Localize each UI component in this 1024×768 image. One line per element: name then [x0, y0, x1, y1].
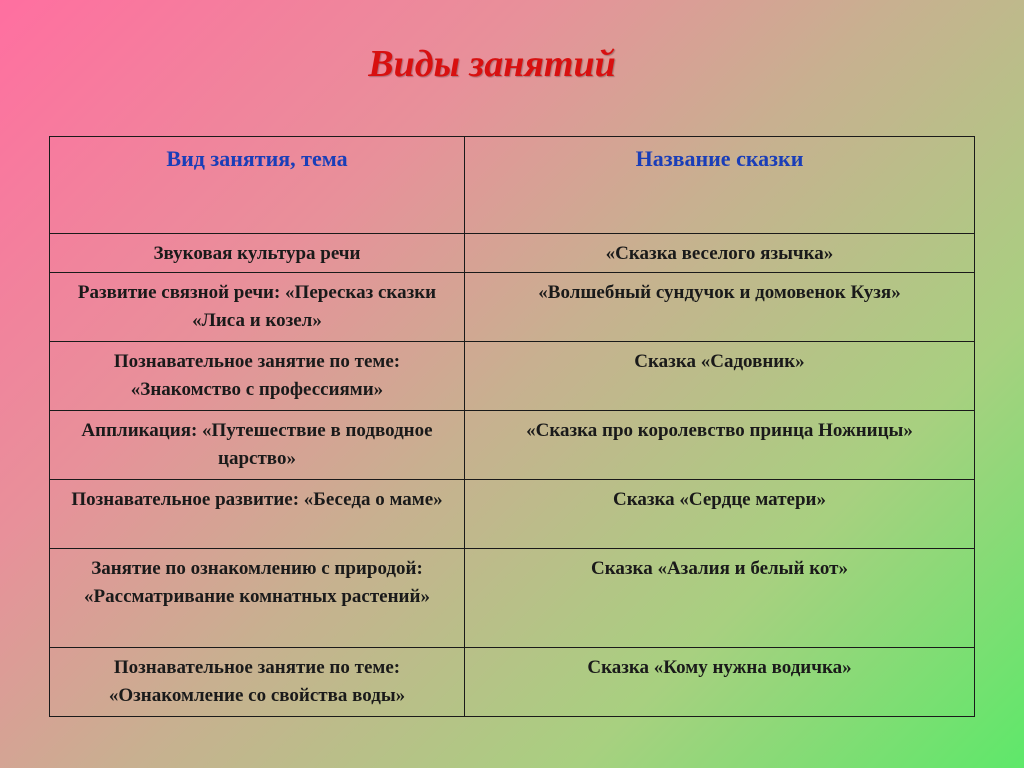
slide-title: Виды занятий: [368, 43, 616, 85]
lesson-type-cell: Познавательное занятие по теме: «Ознакомление со свойства воды»: [50, 648, 465, 717]
lesson-type-cell: Развитие связной речи: «Пересказ сказки «Лиса и козел»: [50, 273, 465, 342]
fairytale-cell: Сказка «Кому нужна водичка»: [465, 648, 975, 717]
table-row: [50, 273, 975, 342]
lesson-type-cell: Занятие по ознакомлению с природой: «Рассматривание комнатных растений»: [50, 549, 465, 648]
table-row: [50, 234, 975, 273]
fairytale-cell: Сказка «Сердце матери»: [465, 480, 975, 549]
table-row: [50, 648, 975, 717]
table-row: [50, 549, 975, 648]
lesson-type-cell: Познавательное занятие по теме: «Знакомство с профессиями»: [50, 342, 465, 411]
fairytale-cell: Сказка «Азалия и белый кот»: [465, 549, 975, 648]
header-fairytale-name: Название сказки: [465, 137, 975, 234]
fairytale-cell: «Сказка веселого язычка»: [465, 234, 975, 273]
lessons-table: [49, 136, 975, 717]
lesson-type-cell: Познавательное развитие: «Беседа о маме»: [50, 480, 465, 549]
fairytale-cell: Сказка «Садовник»: [465, 342, 975, 411]
table-row: [50, 480, 975, 549]
header-lesson-type: Вид занятия, тема: [50, 137, 465, 234]
table-header-row: [50, 137, 975, 234]
table-row: [50, 411, 975, 480]
fairytale-cell: «Волшебный сундучок и домовенок Кузя»: [465, 273, 975, 342]
lesson-type-cell: Аппликация: «Путешествие в подводное царство»: [50, 411, 465, 480]
lesson-type-cell: Звуковая культура речи: [50, 234, 465, 273]
fairytale-cell: «Сказка про королевство принца Ножницы»: [465, 411, 975, 480]
table-row: [50, 342, 975, 411]
